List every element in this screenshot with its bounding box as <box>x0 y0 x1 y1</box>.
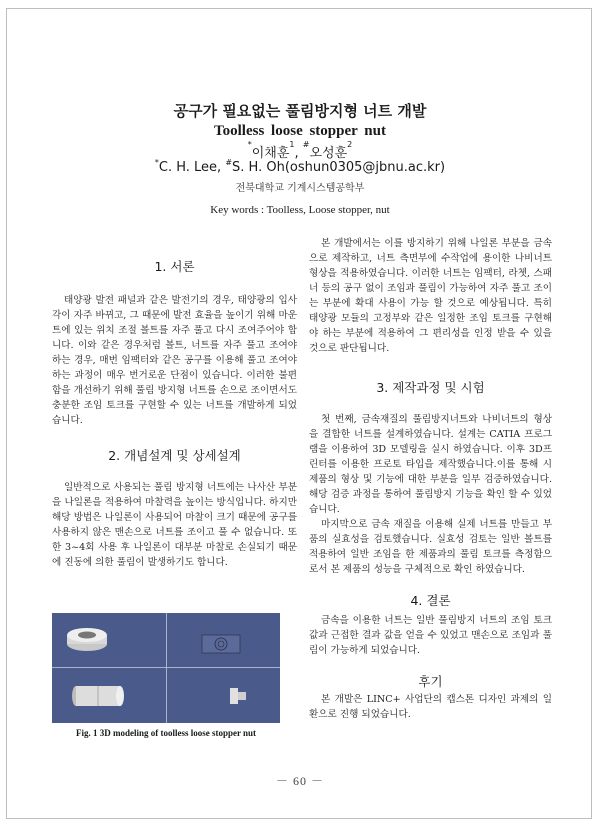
view-top-right-nut <box>202 635 240 653</box>
author2-name-ko: 오성훈 <box>309 146 348 161</box>
intro-continuation-paragraph: 본 개발에서는 이를 방지하기 위해 나일론 부분을 금속으로 제작하고, 너트 측면부에 수작업에 용이한 나비너트 형상을 적용하였습니다. 이러한 너트는 임팩터, 라쳇, 스패너 등의 공구 없이 조임과 풀림이 가능하여 자주 풀고 조이는 부분에 확대 사용이 가능 할 것으로 예상됩니다. 특히 태양광 모듈의 고정부와 같은 일정한 조임 토크를 구현해야 하는 부분에 적용하여 그 편리성을 인정 받을 수 있을 것으로 판단됩니다. <box>309 238 552 354</box>
keywords: Key words : Toolless, Loose stopper, nut <box>210 204 390 216</box>
author1-sup: 1 <box>289 140 295 149</box>
view-top-left-nut <box>67 628 107 651</box>
affiliation: 전북대학교 기계시스템공학부 <box>235 183 365 194</box>
acknowledgement-paragraph: 본 개발은 LINC+ 사업단의 캡스톤 디자인 과제의 일환으로 진행 되었습니다. <box>309 694 552 720</box>
section-3-heading: 3. 제작과정 및 시험 <box>376 380 485 395</box>
authors-korean <box>0 142 600 161</box>
page-number: － 60 － <box>275 774 324 788</box>
author1-mark: * <box>247 140 252 149</box>
right-column <box>309 236 552 722</box>
author2-mark: # <box>302 140 310 149</box>
author1-name-en: C. H. Lee, <box>158 160 226 175</box>
section-2-heading: 2. 개념설계 및 상세설계 <box>108 448 241 463</box>
section-2-paragraph: 일반적으로 사용되는 풀림 방지형 너트에는 나사산 부분을 나일론을 적용하여 마찰력을 높이는 방식입니다. 하지만 해당 방법은 나일론이 사용되어 마찰이 크기 때문에 공구를 사용하지 않은 맨손으로 너트를 조이고 풀 수 없습니다. 또한 3~4회 사용 후 나일론이 대부분 마찰로 손실되기 때문에 진동에 의한 풀림이 발생하기도 합니다. <box>52 482 297 568</box>
author-separator: , <box>294 146 303 161</box>
authors-english <box>0 160 600 175</box>
section-1-heading: 1. 서론 <box>154 259 195 274</box>
section-1-paragraph: 태양광 발전 패널과 같은 발전기의 경우, 태양광의 입사각이 자주 바뀌고, 그 때문에 발전 효율을 높이기 위해 마운트에 있는 위치 조절 볼트를 자주 풀고 다시 조여주어야 합니다. 이와 같은 경우처럼 볼트, 너트를 자주 풀고 조여야 하는 경우, 매번 임팩터와 같은 공구를 이용해 풀고 조여야 하는 과정이 매우 번거로운 단점이 있습니다. 이러한 불편함을 개선하기 위해 풀림 방지형 너트를 손으로 조이면서도 충분한 조임 토크를 구현할 수 있는 너트를 개발하게 되었습니다. <box>52 295 297 426</box>
section-4-heading: 4. 결론 <box>410 593 451 608</box>
paper-subtitle-english: Toolless loose stopper nut <box>214 123 386 139</box>
author2-en-mark: # <box>225 158 233 167</box>
author1-en-mark: * <box>154 158 159 167</box>
section-4-paragraph: 금속을 이용한 너트는 일반 풀림방지 너트의 조임 토크 값과 근접한 결과 값을 얻을 수 있었고 맨손으로 조임과 풀림이 가능하게 되었습니다. <box>309 615 552 656</box>
view-bottom-left-nut <box>72 686 124 706</box>
figure-3d-model-views <box>52 613 280 723</box>
view-bottom-right-nut <box>230 688 246 704</box>
paper-title: 공구가 필요없는 풀림방지형 너트 개발 <box>173 102 427 120</box>
figure-caption: Fig. 1 3D modeling of toolless loose stopper nut <box>75 728 257 738</box>
author1-name-ko: 이채훈 <box>251 146 290 161</box>
section-3-paragraph-1: 첫 번째, 금속재질의 풀림방지너트와 나비너트의 형상을 결합한 너트를 설계하였습니다. 설계는 CATIA 프로그램을 이용하여 3D 모델링을 실시 하였습니다. 이후 3D프린터를 이용한 프로토 타입을 제작했습니다.이를 통해 시제품의 형상 및 기능에 대한 부분을 일부 검증하였습니다. 해당 검증 과정을 통하여 풀림방지 기능을 확인 할 수 있었습니다. <box>309 414 552 515</box>
author2-sup: 2 <box>347 140 353 149</box>
acknowledgement-heading: 후기 <box>418 674 443 689</box>
left-column <box>52 236 297 570</box>
author2-name-en: S. H. Oh(oshun0305@jbnu.ac.kr) <box>232 160 446 175</box>
section-3-paragraph-2: 마지막으로 금속 재질을 이용해 실제 너트를 만들고 부품의 실효성을 검토했습니다. 실효성 검토는 일반 볼트를 적용하여 일반 조임을 한 제품과의 풀림 토크를 측정함으로서 본 제품의 성능을 구체적으로 확인 하였습니다. <box>309 519 552 575</box>
figure-divider-vertical <box>166 613 167 723</box>
